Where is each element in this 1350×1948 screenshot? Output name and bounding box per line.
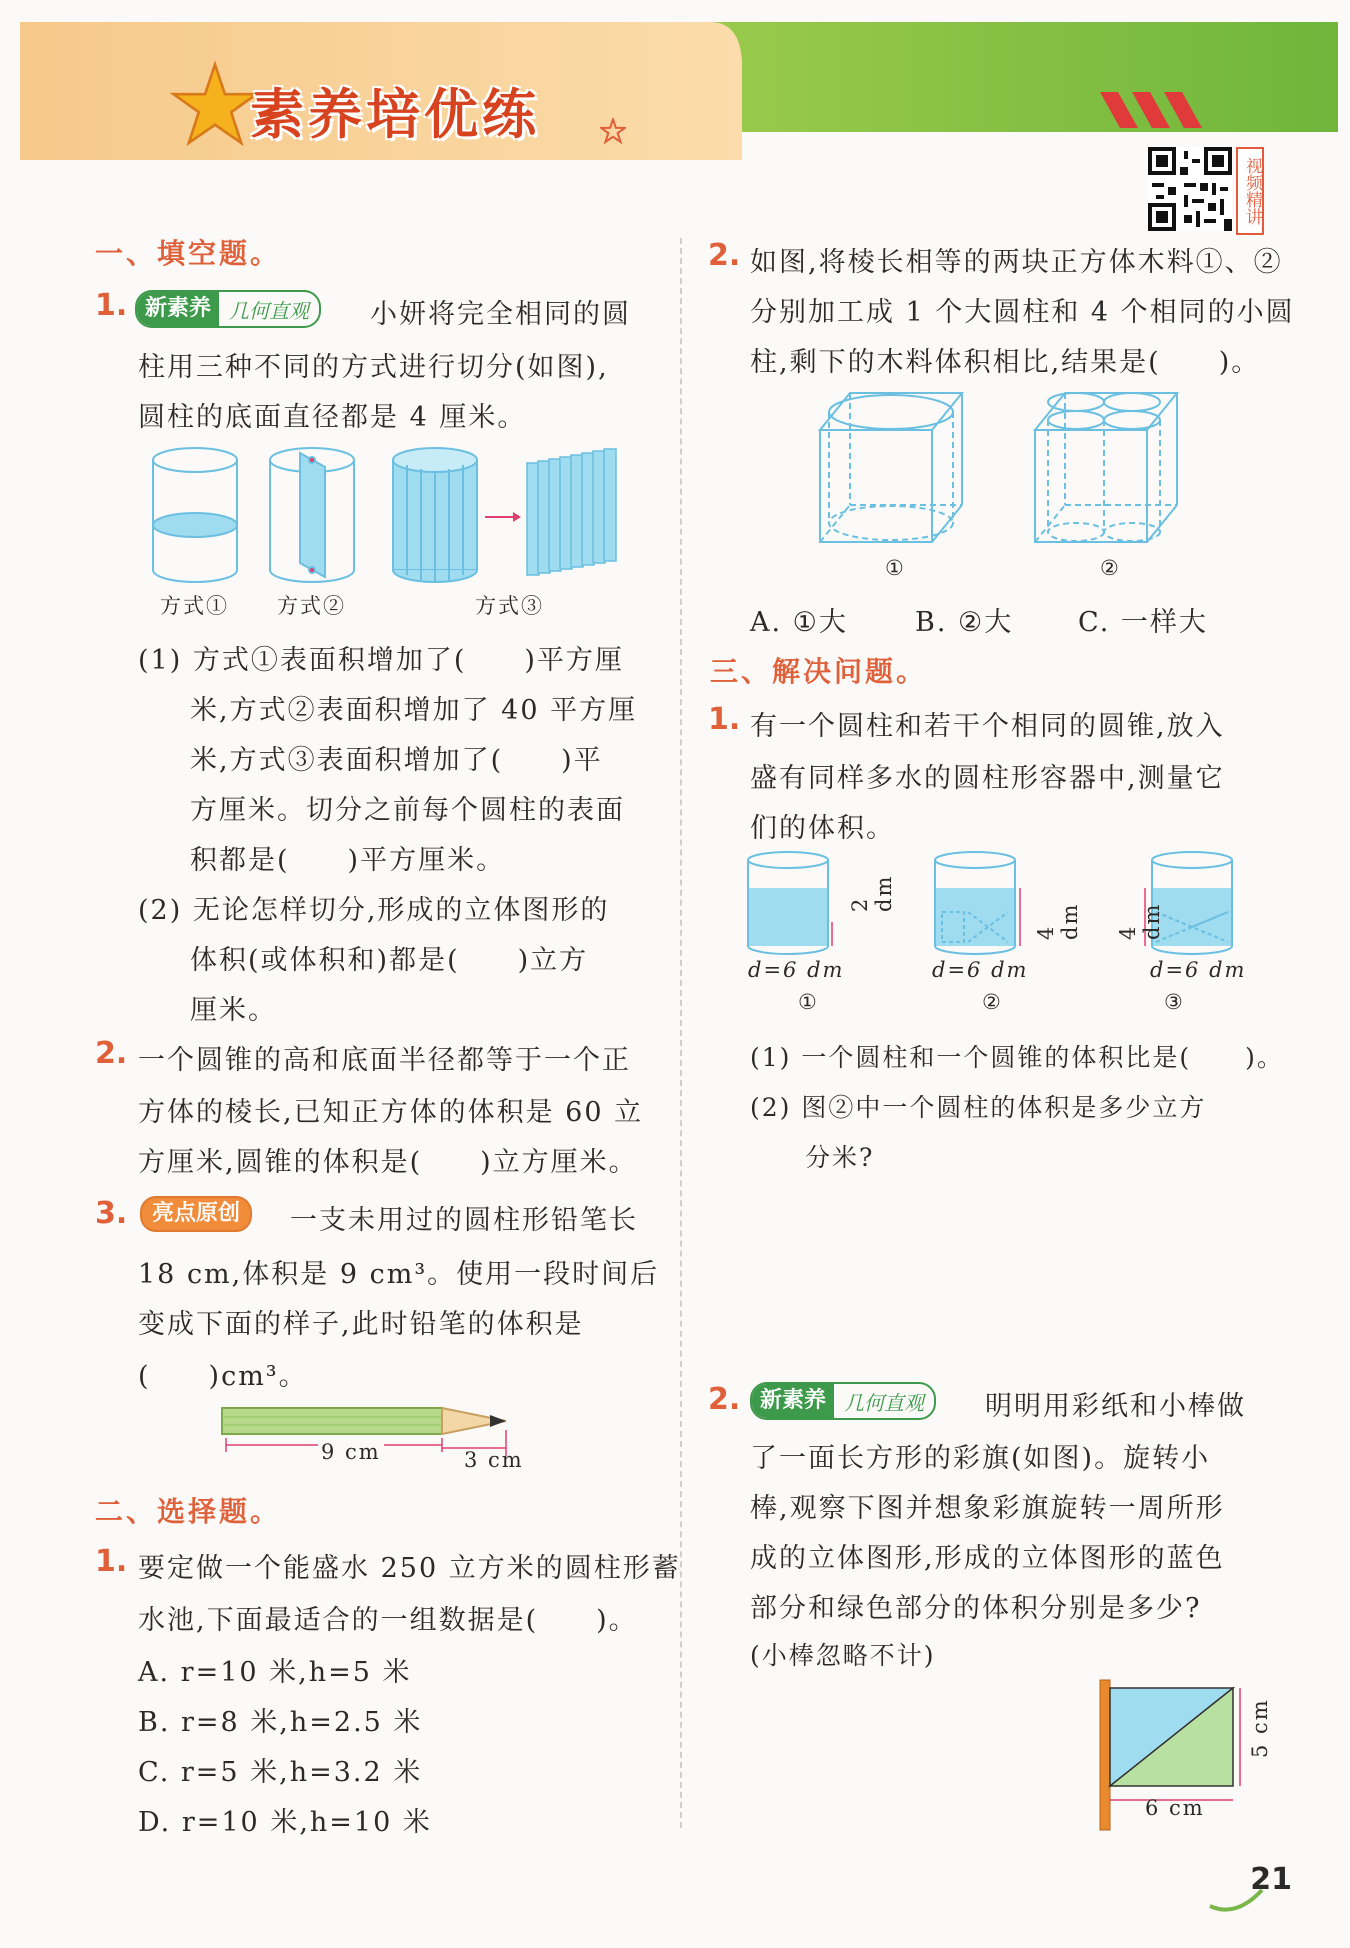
choice-option: B. ②大 xyxy=(915,607,1014,638)
original-highlight-tag: 亮点原创 xyxy=(140,1196,252,1232)
subquestion-text: 体积(或体积和)都是( )立方 xyxy=(190,945,589,976)
section3-title: 三、解决问题。 xyxy=(710,655,928,688)
question-text: (小棒忽略不计) xyxy=(750,1641,936,1670)
question-text: 柱,剩下的木料体积相比,结果是( )。 xyxy=(750,347,1261,378)
cylinder-cut-figures xyxy=(145,445,645,585)
container-one xyxy=(748,852,832,954)
question-text: 了一面长方形的彩旗(如图)。旋转小 xyxy=(750,1443,1211,1474)
subquestion-text: 米,方式②表面积增加了 40 平方厘 xyxy=(190,695,638,726)
tag-main: 新素养 xyxy=(137,292,219,326)
question-text: 盛有同样多水的圆柱形容器中,测量它 xyxy=(750,763,1225,794)
video-explanation-label[interactable]: 视频精讲 xyxy=(1236,147,1264,235)
small-star-icon xyxy=(600,118,626,144)
figure-label: ② xyxy=(982,990,1003,1014)
subquestion-text: 方厘米。切分之前每个圆柱的表面 xyxy=(190,795,625,826)
subquestion-text: 厘米。 xyxy=(190,995,277,1026)
question-text: 一支未用过的圆柱形铅笔长 xyxy=(290,1205,638,1236)
question-number: 1. xyxy=(708,702,741,737)
figure-label: ③ xyxy=(1164,990,1185,1014)
new-literacy-tag xyxy=(135,290,321,328)
subquestion-text: 分米? xyxy=(805,1143,875,1172)
question-text: 变成下面的样子,此时铅笔的体积是 xyxy=(138,1309,584,1340)
water-container-figures xyxy=(740,850,1260,960)
dimension-label: 9 cm xyxy=(318,1440,384,1464)
tag-main: 新素养 xyxy=(752,1384,834,1418)
subquestion-text: (1) 方式①表面积增加了( )平方厘 xyxy=(138,645,624,676)
question-text: 方厘米,圆锥的体积是( )立方厘米。 xyxy=(138,1147,638,1178)
page-number: 21 xyxy=(1250,1862,1292,1897)
figure-label: ① xyxy=(885,556,906,580)
cube-one xyxy=(820,393,962,542)
cylinder-method1 xyxy=(153,448,237,582)
question-text: 如图,将棱长相等的两块正方体木料①、② xyxy=(750,247,1283,278)
tag-sub: 几何直观 xyxy=(844,1390,925,1415)
star-icon xyxy=(170,60,260,150)
question-text: 18 cm,体积是 9 cm³。使用一段时间后 xyxy=(138,1259,660,1290)
figure-label: ② xyxy=(1100,556,1121,580)
height-label: 2 dm xyxy=(848,874,896,912)
choice-option: A. r=10 米,h=5 米 xyxy=(138,1657,412,1688)
choice-option: A. ①大 xyxy=(750,607,848,638)
cube-cylinder-figures xyxy=(815,385,1195,545)
figure-caption: 方式② xyxy=(277,594,346,618)
question-text: 方体的棱长,已知正方体的体积是 60 立 xyxy=(138,1097,644,1128)
choice-option: B. r=8 米,h=2.5 米 xyxy=(138,1707,423,1738)
arrow-right-icon xyxy=(485,512,521,522)
height-label: 5 cm xyxy=(1248,1698,1272,1758)
width-label: 6 cm xyxy=(1145,1796,1205,1820)
new-literacy-tag xyxy=(750,1382,936,1420)
question-text: 一个圆锥的高和底面半径都等于一个正 xyxy=(138,1045,631,1076)
choice-option: D. r=10 米,h=10 米 xyxy=(138,1807,432,1838)
question-number: 3. xyxy=(95,1196,128,1231)
question-text: 柱用三种不同的方式进行切分(如图), xyxy=(138,352,609,383)
figure-label: ① xyxy=(798,990,819,1014)
page-title: 素养培优练 xyxy=(250,83,540,146)
sliced-pieces xyxy=(527,449,616,575)
question-text: 有一个圆柱和若干个相同的圆锥,放入 xyxy=(750,711,1225,742)
diameter-label: d=6 dm xyxy=(1150,958,1247,982)
dimension-label: 3 cm xyxy=(464,1448,524,1472)
question-text: 小妍将完全相同的圆 xyxy=(370,299,631,330)
height-label: 4 dm xyxy=(1116,902,1164,940)
container-two xyxy=(935,852,1020,954)
question-number: 1. xyxy=(95,288,128,323)
height-label: 4 dm xyxy=(1034,902,1082,940)
figure-caption: 方式③ xyxy=(475,594,544,618)
cylinder-method3 xyxy=(393,448,477,582)
cylinder-method2 xyxy=(270,448,354,582)
question-text: 水池,下面最适合的一组数据是( )。 xyxy=(138,1605,638,1636)
choice-option: C. r=5 米,h=3.2 米 xyxy=(138,1757,423,1788)
question-text: 成的立体图形,形成的立体图形的蓝色 xyxy=(750,1543,1225,1574)
question-text: 分别加工成 1 个大圆柱和 4 个相同的小圆 xyxy=(750,297,1295,328)
question-number: 2. xyxy=(708,1382,741,1417)
question-text: 要定做一个能盛水 250 立方米的圆柱形蓄 xyxy=(138,1553,681,1584)
cube-two xyxy=(1035,393,1177,542)
qr-code-icon[interactable] xyxy=(1148,147,1232,231)
section1-title: 一、填空题。 xyxy=(95,237,282,270)
subquestion-text: 米,方式③表面积增加了( )平 xyxy=(190,745,603,776)
subquestion-text: (2) 图②中一个圆柱的体积是多少立方 xyxy=(750,1093,1207,1122)
question-number: 1. xyxy=(95,1544,128,1579)
question-text: 部分和绿色部分的体积分别是多少? xyxy=(750,1593,1202,1624)
diameter-label: d=6 dm xyxy=(748,958,845,982)
subquestion-text: (2) 无论怎样切分,形成的立体图形的 xyxy=(138,895,610,926)
figure-caption: 方式① xyxy=(160,594,229,618)
diameter-label: d=6 dm xyxy=(932,958,1029,982)
column-divider xyxy=(680,238,682,1828)
question-number: 2. xyxy=(708,238,741,273)
subquestion-text: 积都是( )平方厘米。 xyxy=(190,845,506,876)
page-leaf-icon xyxy=(1208,1888,1264,1912)
question-text: 棒,观察下图并想象彩旗旋转一周所形 xyxy=(750,1493,1225,1524)
question-text: 圆柱的底面直径都是 4 厘米。 xyxy=(138,402,527,433)
question-text: ( )cm³。 xyxy=(138,1361,308,1392)
question-text: 明明用彩纸和小棒做 xyxy=(985,1391,1246,1422)
question-number: 2. xyxy=(95,1036,128,1071)
section2-title: 二、选择题。 xyxy=(95,1495,282,1528)
subquestion-text: (1) 一个圆柱和一个圆锥的体积比是( )。 xyxy=(750,1043,1284,1072)
tag-sub: 几何直观 xyxy=(229,298,310,323)
choice-option: C. 一样大 xyxy=(1078,607,1208,638)
question-text: 们的体积。 xyxy=(750,813,895,844)
